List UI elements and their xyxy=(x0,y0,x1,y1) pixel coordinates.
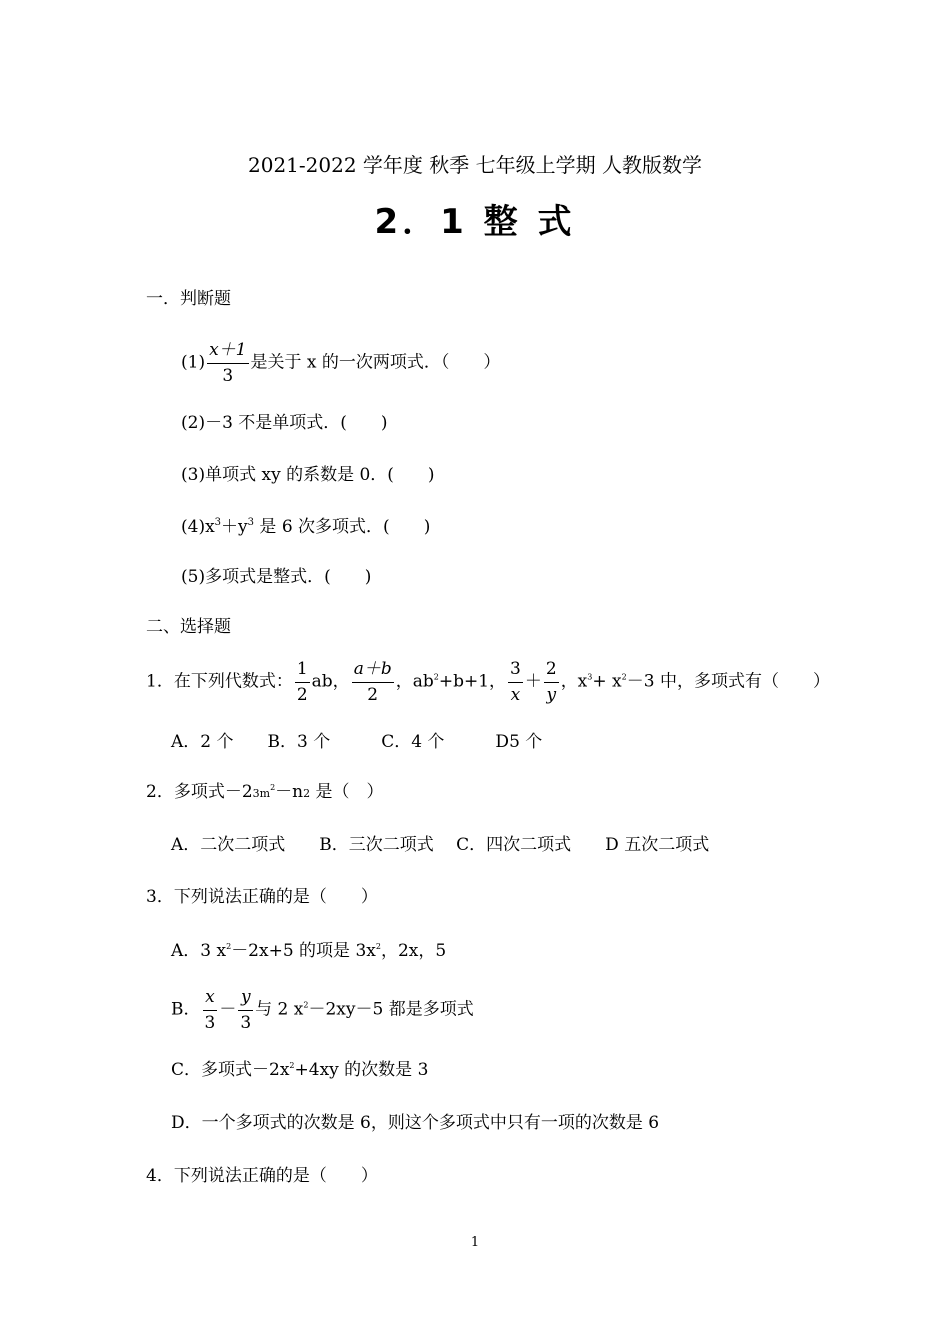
small-term: 3m xyxy=(252,787,271,800)
judge-item-4 xyxy=(181,518,430,536)
fraction-denominator: 3 xyxy=(222,365,234,386)
choice-question-3-option-b xyxy=(171,988,474,1032)
choice-question-3-option-c xyxy=(171,1062,428,1079)
judge-item-4-b: ＋y xyxy=(221,517,248,537)
choice-question-1 xyxy=(146,660,830,704)
text-segment: ，ab xyxy=(395,671,434,692)
fraction-a-plus-b-over-2 xyxy=(352,660,394,704)
text-segment: －n xyxy=(275,782,304,802)
text-segment: B． xyxy=(171,999,201,1020)
fraction-denominator: 3 xyxy=(240,1012,252,1033)
exponent: 2 xyxy=(289,1061,295,1070)
judge-item-1-prefix: (1) xyxy=(181,352,206,373)
fraction-numerator: 1 xyxy=(295,660,310,683)
choice-question-2 xyxy=(146,784,384,801)
exponent: 2 xyxy=(270,783,276,792)
judge-item-2: (2)－3 不是单项式．( ) xyxy=(181,413,388,433)
text-segment: ab， xyxy=(311,671,350,692)
part2-heading: 二、选择题 xyxy=(146,617,231,637)
text-segment: +4xy 的次数是 3 xyxy=(294,1060,429,1080)
exponent: 2 xyxy=(433,672,439,682)
fraction-denominator: y xyxy=(546,684,557,705)
fraction-numerator: x xyxy=(203,988,218,1011)
choice-question-3-option-a xyxy=(171,943,446,960)
judge-item-4-a: (4)x xyxy=(181,517,215,537)
text-segment: 是（ ） xyxy=(310,782,384,802)
choice-question-3-stem: 3．下列说法正确的是（ ） xyxy=(146,887,378,907)
fraction-3-over-x xyxy=(508,660,523,704)
choice-question-3-option-d: D．一个多项式的次数是 6，则这个多项式中只有一项的次数是 6 xyxy=(171,1113,660,1133)
minus-sign: － xyxy=(219,999,237,1020)
exponent: 2 xyxy=(226,942,232,951)
text-segment: －2xy－5 都是多项式 xyxy=(308,999,474,1020)
text-segment: －2x+5 的项是 3x xyxy=(231,941,376,961)
text-segment: －3 中，多项式有（ ） xyxy=(626,671,830,692)
exponent: 2 xyxy=(621,672,627,682)
choice-question-2-options: A．二次二项式 B．三次二项式 C．四次二项式 D 五次二项式 xyxy=(171,835,710,855)
fraction-numerator: a＋b xyxy=(352,660,394,683)
exponent: 2 xyxy=(303,1000,309,1010)
text-segment: C．多项式－2x xyxy=(171,1060,290,1080)
fraction-numerator: 2 xyxy=(544,660,559,683)
section-title: 2．1 整 式 xyxy=(374,202,576,242)
choice-question-4-stem: 4．下列说法正确的是（ ） xyxy=(146,1166,378,1186)
document-title: 2021-2022 学年度 秋季 七年级上学期 人教版数学 xyxy=(248,153,702,177)
exponent: 2 xyxy=(303,787,311,800)
text-segment: 与 2 x xyxy=(255,999,304,1020)
page-number: 1 xyxy=(470,1235,480,1250)
text-segment: +b+1， xyxy=(438,671,507,692)
fraction-x-over-3 xyxy=(203,988,218,1032)
fraction-denominator: 3 xyxy=(204,1012,216,1033)
text-segment: ，2x，5 xyxy=(380,941,447,961)
fraction-numerator: x＋1 xyxy=(207,341,248,364)
fraction-denominator: x xyxy=(510,684,521,705)
fraction-numerator: 3 xyxy=(508,660,523,683)
part1-heading: 一．判断题 xyxy=(146,289,231,309)
choice-question-1-lead: 1．在下列代数式： xyxy=(146,671,293,692)
judge-item-1 xyxy=(181,341,500,385)
fraction-y-over-3 xyxy=(238,988,253,1032)
exponent: 3 xyxy=(247,517,255,528)
fraction-1-over-2 xyxy=(295,660,310,704)
fraction-numerator: y xyxy=(238,988,253,1011)
judge-item-5: (5)多项式是整式．( ) xyxy=(181,567,372,587)
exponent: 3 xyxy=(214,517,222,528)
text-segment: A．3 x xyxy=(171,941,227,961)
fraction-denominator: 2 xyxy=(367,684,379,705)
fraction-denominator: 2 xyxy=(296,684,308,705)
judge-item-1-text: 是关于 x 的一次两项式．（ ） xyxy=(250,352,501,373)
exponent: 2 xyxy=(375,942,381,951)
fraction-x-plus-1-over-3 xyxy=(207,341,248,385)
judge-item-4-c: 是 6 次多项式．( ) xyxy=(254,517,431,537)
judge-item-3: (3)单项式 xy 的系数是 0．( ) xyxy=(181,465,435,485)
fraction-2-over-y xyxy=(544,660,559,704)
text-segment: + x xyxy=(592,671,622,692)
text-segment: ，x xyxy=(560,671,588,692)
exponent: 3 xyxy=(587,672,593,682)
plus-sign: ＋ xyxy=(524,671,542,692)
choice-question-1-options: A．2 个 B．3 个 C．4 个 D5 个 xyxy=(171,732,543,752)
text-segment: 2．多项式－2 xyxy=(146,782,253,802)
